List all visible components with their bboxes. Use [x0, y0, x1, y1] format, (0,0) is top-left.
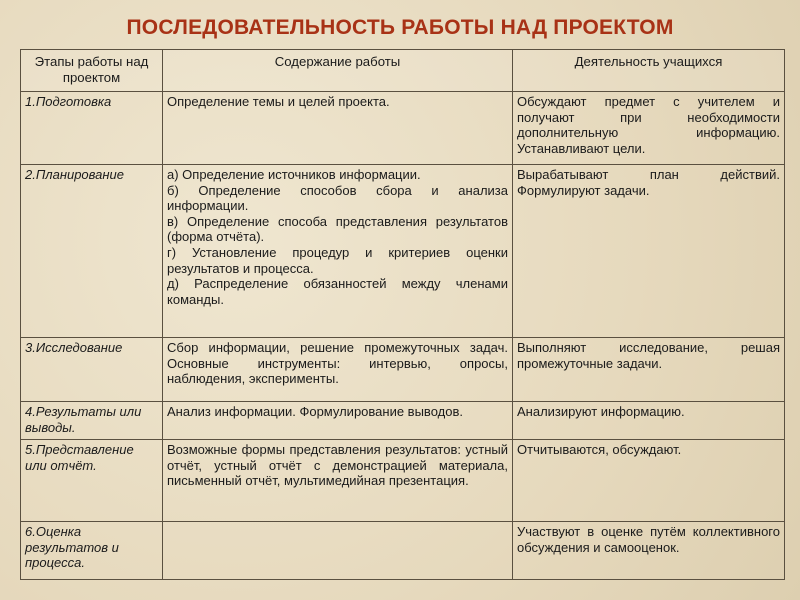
header-content: Содержание работы [163, 50, 513, 92]
content-line: Сбор информации, решение промежуточных задач. Основные инструменты: интервью, опросы, наблюдения, эксперименты. [167, 340, 508, 387]
activity-cell: Вырабатывают план действий. Формулируют задачи. [513, 165, 785, 338]
content-line: г) Установление процедур и критериев оценки результатов и процесса. [167, 244, 508, 276]
content-line: д) Распределение обязанностей между членами команды. [167, 276, 508, 307]
stage-cell: 3.Исследование [21, 338, 163, 402]
page-title: ПОСЛЕДОВАТЕЛЬНОСТЬ РАБОТЫ НАД ПРОЕКТОМ [126, 16, 674, 39]
stage-cell: 1.Подготовка [21, 92, 163, 165]
content-cell [163, 402, 513, 440]
stage-cell: 4.Результаты или выводы. [21, 402, 163, 440]
content-line: Анализ информации. Формулирование выводов. [167, 404, 463, 419]
stage-cell: 6.Оценка результатов и процесса. [21, 522, 163, 580]
content-cell [163, 522, 513, 580]
table-row [21, 92, 785, 165]
content-cell [163, 92, 513, 165]
header-stage: Этапы работы над проектом [21, 50, 163, 92]
content-line: а) Определение источников информации. [167, 167, 421, 182]
table-row [21, 338, 785, 402]
activity-cell: Обсуждают предмет с учителем и получают при необходимости дополнительную информацию. Устанавливают цели. [513, 92, 785, 165]
stage-cell: 5.Представление или отчёт. [21, 440, 163, 522]
content-line: б) Определение способов сбора и анализа информации. [167, 182, 508, 214]
activity-cell: Анализируют информацию. [513, 402, 785, 440]
content-line: в) Определение способа представления результатов (форма отчёта). [167, 213, 508, 245]
activity-cell: Участвуют в оценке путём коллективного обсуждения и самооценок. [513, 522, 785, 580]
table-row [21, 440, 785, 522]
table-row [21, 165, 785, 338]
project-stages-table [20, 49, 785, 580]
content-cell [163, 440, 513, 522]
table-row [21, 402, 785, 440]
table-row [21, 522, 785, 580]
activity-cell: Отчитываются, обсуждают. [513, 440, 785, 522]
table-header-row [21, 50, 785, 92]
content-cell [163, 338, 513, 402]
content-cell [163, 165, 513, 338]
header-activity: Деятельность учащихся [513, 50, 785, 92]
stage-cell: 2.Планирование [21, 165, 163, 338]
content-line: Возможные формы представления результатов: устный отчёт, устный отчёт с демонстрацией материала, письменный отчёт, мультимедийная презентация. [167, 442, 508, 489]
activity-cell: Выполняют исследование, решая промежуточные задачи. [513, 338, 785, 402]
content-line: Определение темы и целей проекта. [167, 94, 390, 109]
